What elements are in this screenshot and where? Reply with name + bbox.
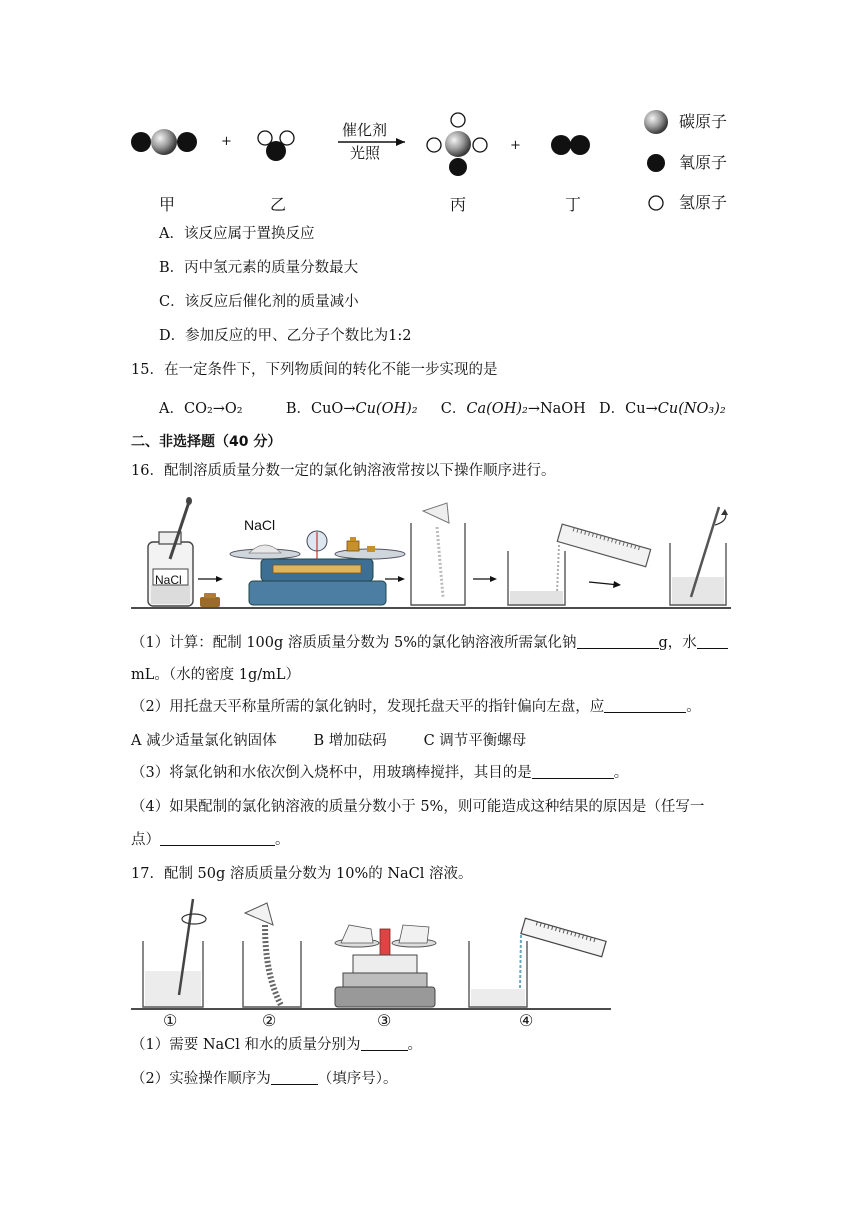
label-yi: 乙 xyxy=(270,195,287,214)
q15-option-c-formula: Ca(OH)₂ xyxy=(466,401,528,417)
beaker-funnel-icon xyxy=(411,503,465,605)
balance-scale-icon xyxy=(230,531,405,605)
label-ding: 丁 xyxy=(565,195,582,214)
q17-part2-text: （2）实验操作顺序为 xyxy=(131,1071,271,1087)
beaker-cylinder-icon xyxy=(508,524,651,605)
q17-part1 xyxy=(131,1035,422,1055)
plus-sign-2: + xyxy=(510,138,521,153)
q16-part2-text: （2）用托盘天平称量所需的氯化钠时，发现托盘天平的指针偏向左盘，应 xyxy=(131,699,605,715)
q14-option-c: C．该反应后催化剂的质量减小 xyxy=(159,294,359,310)
q16-part1-line2: mL。（水的密度 1g/mL） xyxy=(131,667,301,683)
q17-part1-end: 。 xyxy=(407,1037,423,1053)
molecule-jia xyxy=(131,129,197,155)
q16-answer-nacl-blank[interactable] xyxy=(577,633,659,649)
light-label: 光照 xyxy=(350,144,381,162)
q17-part2 xyxy=(131,1069,397,1089)
q16-part4-end: 。 xyxy=(275,832,290,848)
carbon-atom-icon xyxy=(644,110,668,134)
q17-answer-part2-blank[interactable] xyxy=(271,1069,318,1085)
reaction-diagram xyxy=(0,0,860,230)
q16-part2-options: A 减少适量氯化钠固体 B 增加砝码 C 调节平衡螺母 xyxy=(131,733,527,749)
q17-figure-label-4: ④ xyxy=(519,1011,534,1030)
legend-carbon: 碳原子 xyxy=(679,112,728,131)
q16-figure-bottle-label: NaCl xyxy=(155,573,182,587)
q16-part4-line2 xyxy=(131,830,290,850)
q15-options xyxy=(159,399,726,419)
q16-part4-line1: （4）如果配制的氯化钠溶液的质量分数小于 5%，则可能造成这种结果的原因是（任写一 xyxy=(131,799,705,815)
q16-part1-text-a: （1）计算：配制 100g 溶质质量分数为 5%的氯化钠溶液所需氯化钠 xyxy=(131,635,577,651)
q16-figure-nacl-label: NaCl xyxy=(244,517,276,533)
q15-option-d-formula: Cu(NO₃)₂ xyxy=(657,401,726,417)
q16-part3-text: （3）将氯化钠和水依次倒入烧杯中，用玻璃棒搅拌，其目的是 xyxy=(131,765,532,781)
oxygen-atom-icon xyxy=(647,154,665,172)
label-jia: 甲 xyxy=(159,195,176,214)
label-bing: 丙 xyxy=(450,195,467,214)
beaker-pour-solid-icon xyxy=(243,903,301,1007)
q14-option-a: A．该反应属于置换反应 xyxy=(159,226,315,242)
beaker-stirring-icon xyxy=(143,899,206,1007)
balance-scale-icon-2 xyxy=(335,925,436,1007)
q16-part1-text-b: g，水 xyxy=(658,635,697,651)
q16-answer-part4-blank[interactable] xyxy=(160,830,275,846)
molecule-yi xyxy=(258,131,294,161)
q14-option-b: B．丙中氢元素的质量分数最大 xyxy=(159,260,359,276)
section-heading: 二、非选择题（40 分） xyxy=(131,434,282,450)
q15-stem: 15．在一定条件下，下列物质间的转化不能一步实现的是 xyxy=(131,362,498,378)
beaker-stir-rod-icon xyxy=(670,507,728,605)
q16-part3 xyxy=(131,763,628,783)
q15-option-c-suffix: →NaOH xyxy=(527,401,586,417)
q16-stem: 16．配制溶质质量分数一定的氯化钠溶液常按以下操作顺序进行。 xyxy=(131,463,556,479)
q16-procedure-figure xyxy=(131,497,731,617)
catalyst-label: 催化剂 xyxy=(342,121,388,139)
q16-answer-water-blank[interactable] xyxy=(697,633,728,649)
q16-answer-part3-blank[interactable] xyxy=(532,763,614,779)
q17-stem: 17．配制 50g 溶质质量分数为 10%的 NaCl 溶液。 xyxy=(131,866,473,882)
q16-part4-text: 点） xyxy=(131,832,160,848)
hydrogen-atom-icon xyxy=(649,196,663,210)
bottle-stopper-icon xyxy=(200,593,220,607)
beaker-pour-water-icon xyxy=(469,918,606,1007)
plus-sign-1: + xyxy=(221,134,232,149)
legend-hydrogen: 氢原子 xyxy=(679,193,728,212)
q17-figure-label-1: ① xyxy=(163,1011,178,1030)
q16-part2 xyxy=(131,697,701,717)
legend-oxygen: 氧原子 xyxy=(679,153,728,172)
q15-option-c-prefix: C． xyxy=(440,401,467,417)
q17-figure-label-3: ③ xyxy=(377,1011,392,1030)
molecule-bing xyxy=(427,113,487,176)
q17-part1-text: （1）需要 NaCl 和水的质量分别为 xyxy=(131,1037,361,1053)
q15-option-b-prefix: B．CuO→ xyxy=(285,401,356,417)
q16-answer-part2-blank[interactable] xyxy=(604,697,686,713)
molecule-ding xyxy=(551,135,590,155)
q15-option-b-formula: Cu(OH)₂ xyxy=(355,401,418,417)
q17-procedure-figure xyxy=(131,895,611,1040)
q16-part1-line1 xyxy=(131,633,728,653)
q15-option-d-prefix: D．Cu→ xyxy=(599,401,658,417)
q17-answer-part1-blank[interactable] xyxy=(361,1035,408,1051)
q15-option-a: A．CO₂→O₂ xyxy=(159,401,243,417)
q17-figure-label-2: ② xyxy=(262,1011,277,1030)
q16-part3-end: 。 xyxy=(613,765,629,781)
q16-part2-end: 。 xyxy=(686,699,701,715)
q14-option-d: D．参加反应的甲、乙分子个数比为1:2 xyxy=(159,328,412,344)
q17-part2-end: （填序号）。 xyxy=(317,1071,398,1087)
